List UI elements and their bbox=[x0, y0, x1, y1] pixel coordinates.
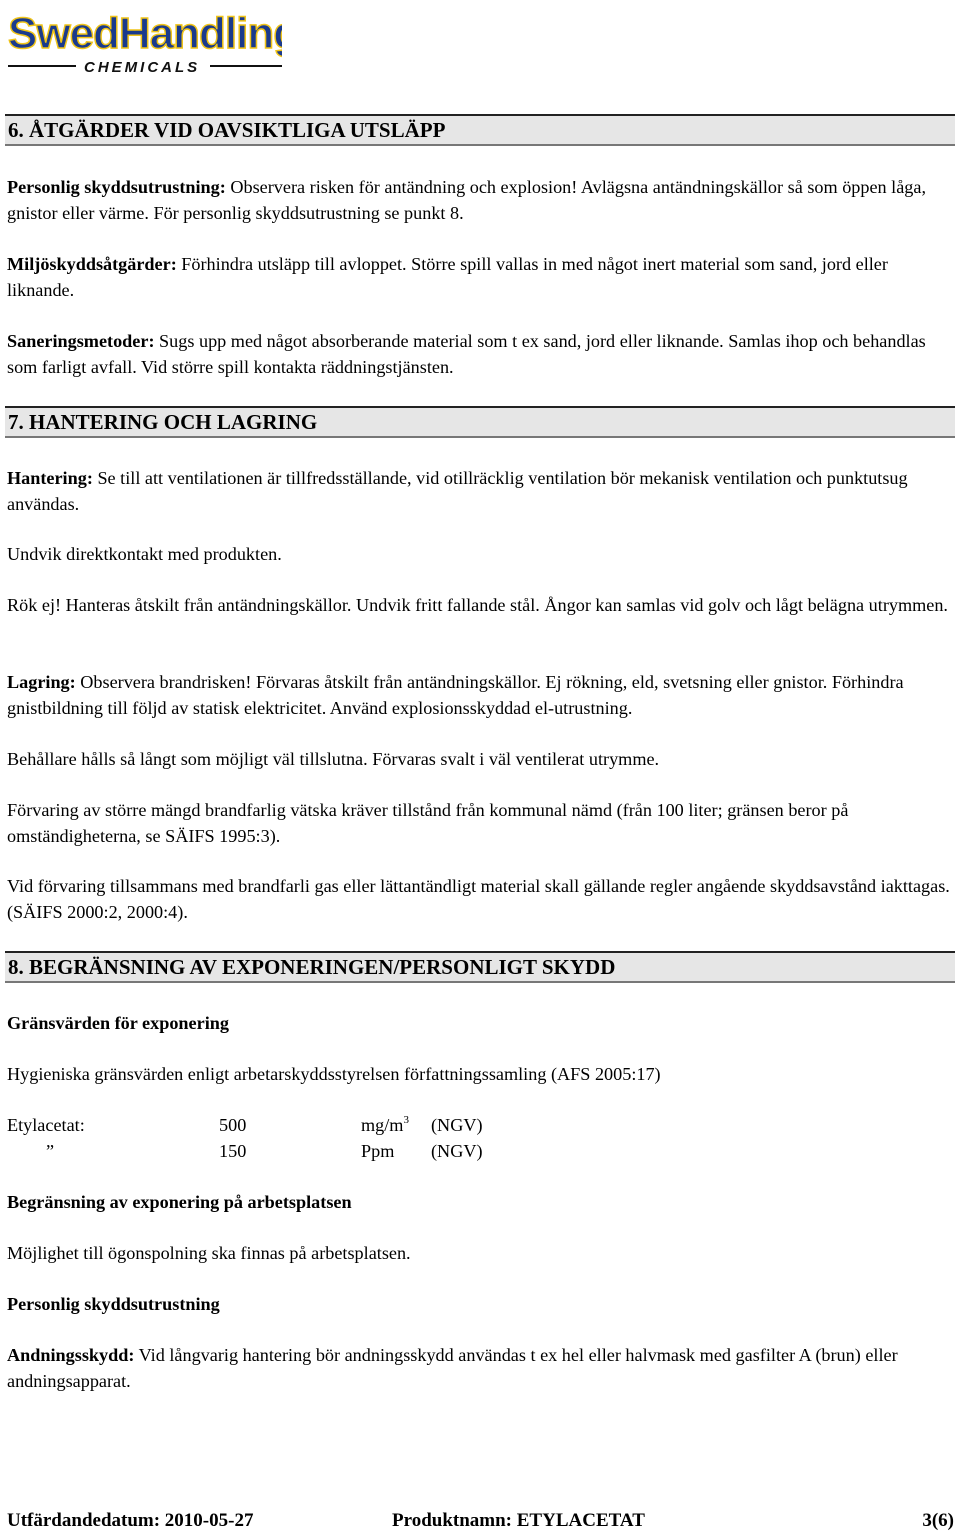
limit-unit: Ppm bbox=[361, 1141, 395, 1161]
logo-wordmark: SwedHandling bbox=[8, 9, 282, 58]
s6-environment bbox=[7, 251, 952, 303]
s6-p1-text: Observera risken för antändning och explosion! Avlägsna antändningskällor så som öppen låga, gnistor eller värme. För personlig skyddsutrustning se punkt 8. bbox=[7, 177, 927, 223]
section-7-heading: 7. HANTERING OCH LAGRING bbox=[5, 406, 955, 438]
s7-no-smoking: Rök ej! Hanteras åtskilt från antändningskällor. Undvik fritt fallande stål. Ångor kan samlas vid golv och lågt belägna utrymmen. bbox=[7, 595, 948, 615]
s8-respiratory bbox=[7, 1342, 952, 1394]
s6-p1-label: Personlig skyddsutrustning: bbox=[7, 177, 226, 197]
s8-p3-text: Vid långvarig hantering bör andningsskydd användas t ex hel eller halvmask med gasfilter A (brun) eller andningsapparat. bbox=[7, 1345, 898, 1391]
s7-avoid-contact: Undvik direktkontakt med produkten. bbox=[7, 544, 282, 564]
limit-type: (NGV) bbox=[431, 1141, 483, 1161]
s8-hygiene-limits: Hygieniska gränsvärden enligt arbetarskyddsstyrelsen författningssamling (AFS 2005:17) bbox=[7, 1064, 661, 1084]
limit-unit-text: mg/m bbox=[361, 1115, 404, 1135]
s6-personal-protection bbox=[7, 174, 952, 226]
section-8-heading: 8. BEGRÄNSNING AV EXPONERINGEN/PERSONLIGT SKYDD bbox=[5, 951, 955, 983]
footer-page-number: 3(6) bbox=[922, 1510, 954, 1531]
limit-value: 150 bbox=[219, 1141, 247, 1161]
s8-p3-label: Andningsskydd: bbox=[7, 1345, 135, 1365]
s7-handling bbox=[7, 465, 952, 517]
s7-p1-label: Hantering: bbox=[7, 468, 93, 488]
s7-containers: Behållare hålls så långt som möjligt väl tillslutna. Förvaras svalt i väl ventilerat utrymme. bbox=[7, 749, 660, 769]
company-logo bbox=[6, 4, 282, 74]
footer-issue-date: Utfärdandedatum: 2010-05-27 bbox=[7, 1510, 254, 1531]
section-6-heading: 6. ÅTGÄRDER VID OAVSIKTLIGA UTSLÄPP bbox=[5, 114, 955, 146]
s7-gas-storage: Vid förvaring tillsammans med brandfarli gas eller lättantändligt material skall gällande regler angående skyddsavstånd iakttagas. (SÄIFS 2000:2, 2000:4). bbox=[7, 876, 950, 922]
logo-graphic bbox=[6, 4, 282, 74]
s6-p3-label: Saneringsmetoder: bbox=[7, 331, 155, 351]
limit-value: 500 bbox=[219, 1115, 247, 1135]
s6-p3-text: Sugs upp med något absorberande material som t ex sand, jord eller liknande. Samlas ihop och behandlas som farligt avfall. Vid större spill kontakta räddningstjänsten. bbox=[7, 331, 926, 377]
logo-subtitle: CHEMICALS bbox=[84, 59, 201, 74]
limit-substance: ” bbox=[46, 1141, 55, 1161]
s8-exposure-limits-heading: Gränsvärden för exponering bbox=[7, 1013, 229, 1033]
s8-ppe-heading: Personlig skyddsutrustning bbox=[7, 1294, 220, 1314]
s7-p4-text: Observera brandrisken! Förvaras åtskilt från antändningskällor. Ej rökning, eld, svetsning eller gnistor. Förhindra gnistbildning till följd av statisk elektricitet. Använd explosionsskyddad el-utrustning. bbox=[7, 672, 904, 718]
limit-unit bbox=[361, 1112, 409, 1138]
limit-substance: Etylacetat: bbox=[7, 1115, 85, 1135]
s8-workplace-heading: Begränsning av exponering på arbetsplatsen bbox=[7, 1192, 352, 1212]
limit-unit-sup: 3 bbox=[403, 1114, 409, 1126]
s6-cleanup bbox=[7, 328, 952, 380]
s7-p1-text: Se till att ventilationen är tillfredsställande, vid otillräcklig ventilation bör mekanisk ventilation och punktutsug användas. bbox=[7, 468, 908, 514]
footer-product-name: Produktnamn: ETYLACETAT bbox=[392, 1510, 645, 1531]
s6-p2-label: Miljöskyddsåtgärder: bbox=[7, 254, 177, 274]
s8-eyewash: Möjlighet till ögonspolning ska finnas på arbetsplatsen. bbox=[7, 1243, 411, 1263]
limit-type: (NGV) bbox=[431, 1115, 483, 1135]
s7-p4-label: Lagring: bbox=[7, 672, 76, 692]
s6-p2-text: Förhindra utsläpp till avloppet. Större spill vallas in med något inert material som sand, jord eller liknande. bbox=[7, 254, 888, 300]
s7-permit: Förvaring av större mängd brandfarlig vätska kräver tillstånd från kommunal nämd (från 100 liter; gränsen beror på omständigheterna, se SÄIFS 1995:3). bbox=[7, 800, 849, 846]
s7-storage bbox=[7, 669, 952, 721]
